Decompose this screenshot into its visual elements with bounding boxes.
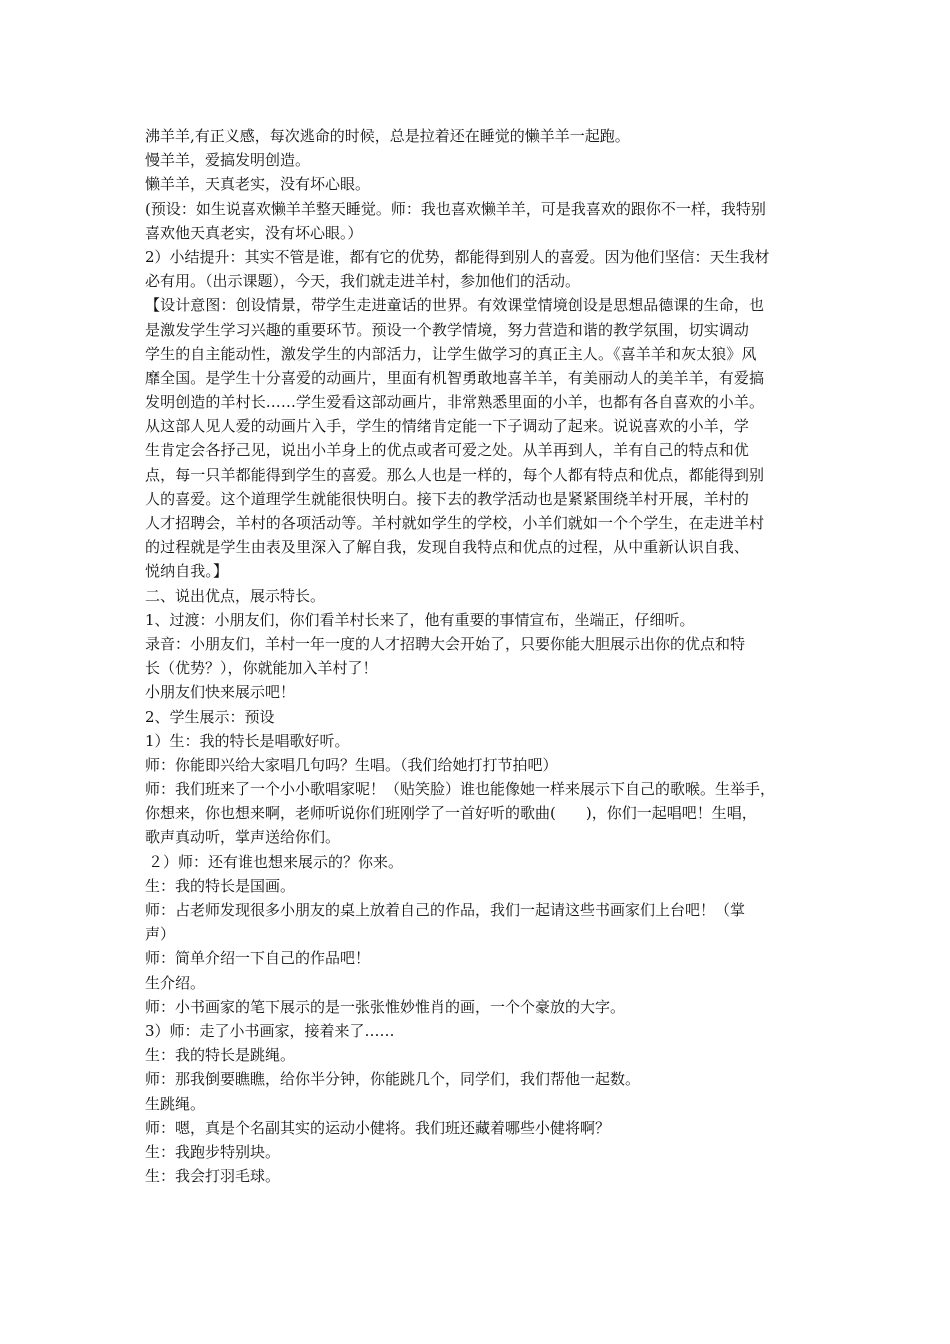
text-line: 1）生：我的特长是唱歌好听。	[145, 731, 350, 750]
text-line: 师：你能即兴给大家唱几句吗？生唱。（我们给她打打节拍吧）	[145, 755, 558, 774]
section-heading: 二、说出优点，展示特长。	[145, 586, 326, 605]
design-line: 是激发学生学习兴趣的重要环节。预设一个教学情境，努力营造和谐的教学氛围，切实调动	[145, 320, 750, 339]
design-line: 靡全国。是学生十分喜爱的动画片，里面有机智勇敢地喜羊羊，有美丽动人的美羊羊，有爱搞	[145, 368, 765, 387]
design-line: 【设计意图：创设情景，带学生走进童话的世界。有效课堂情境创设是思想品德课的生命，也	[145, 296, 765, 315]
text-line: 师：简单介绍一下自己的作品吧！	[145, 949, 371, 968]
design-line: 点，每一只羊都能得到学生的喜爱。那么人也是一样的，每个人都有特点和优点，都能得到别	[145, 465, 765, 484]
design-line: 从这部人见人爱的动画片入手，学生的情绪肯定能一下子调动了起来。说说喜欢的小羊，学	[145, 417, 750, 436]
design-line: 发明创造的羊村长……学生爱看这部动画片，非常熟悉里面的小羊，也都有各自喜欢的小羊。	[145, 393, 765, 412]
text-line: 懒羊羊，天真老实，没有坏心眼。	[145, 175, 371, 194]
text-line: 慢羊羊，爱搞发明创造。	[145, 151, 311, 170]
text-line: 生介绍。	[145, 973, 206, 992]
text-line: 你想来，你也想来啊，老师听说你们班刚学了一首好听的歌曲( )，你们一起唱吧！生唱，	[145, 804, 757, 823]
text-line: 歌声真动听，掌声送给你们。	[145, 828, 341, 847]
text-line: 师：我们班来了一个小小歌唱家呢！（贴笑脸）谁也能像她一样来展示下自己的歌喉。生举手，	[145, 780, 776, 799]
text-line: (预设：如生说喜欢懒羊羊整天睡觉。师：我也喜欢懒羊羊，可是我喜欢的跟你不一样，我特别	[145, 199, 766, 218]
text-line: 1、过渡：小朋友们，你们看羊村长来了，他有重要的事情宣布，坐端正，仔细听。	[145, 610, 695, 629]
design-intent-block	[145, 293, 817, 583]
design-line: 学生的自主能动性，激发学生的内部活力，让学生做学习的真正主人。《喜羊羊和灰太狼》风	[145, 344, 757, 363]
text-line: 2、学生展示：预设	[145, 707, 275, 726]
text-line: 2）小结提升：其实不管是谁，都有它的优势，都能得到别人的喜爱。因为他们坚信：天生我材	[145, 247, 770, 266]
showcase-section	[145, 584, 817, 1189]
design-line: 生肯定会各抒己见，说出小羊身上的优点或者可爱之处。从羊再到人，羊有自己的特点和优	[145, 441, 750, 460]
text-line: 生：我跑步特别块。	[145, 1142, 281, 1161]
design-line: 悦纳自我。】	[145, 562, 229, 581]
text-line: ２）师：还有谁也想来展示的？你来。	[148, 852, 404, 871]
text-line: 生：我的特长是跳绳。	[145, 1046, 296, 1065]
text-line: 师：小书画家的笔下展示的是一张张惟妙惟肖的画，一个个豪放的大字。	[145, 997, 626, 1016]
text-line: 沸羊羊,有正义感，每次逃命的时候，总是拉着还在睡觉的懒羊羊一起跑。	[145, 127, 630, 145]
text-line: 生跳绳。	[145, 1094, 206, 1113]
text-line: 喜欢他天真老实，没有坏心眼。）	[145, 223, 363, 242]
design-line: 人才招聘会，羊村的各项活动等。羊村就如学生的学校，小羊们就如一个个学生，在走进羊村	[145, 514, 765, 532]
text-line: 必有用。（出示课题），今天，我们就走进羊村，参加他们的活动。	[145, 272, 581, 291]
text-line: 3）师：走了小书画家，接着来了……	[145, 1021, 395, 1040]
text-line: 声）	[145, 925, 176, 944]
text-line: 小朋友们快来展示吧！	[145, 683, 296, 702]
text-line: 师：那我倒要瞧瞧，给你半分钟，你能跳几个，同学们，我们帮他一起数。	[145, 1070, 641, 1089]
text-line: 生：我会打羽毛球。	[145, 1167, 281, 1186]
text-line: 生：我的特长是国画。	[145, 876, 296, 895]
design-line: 人的喜爱。这个道理学生就能很快明白。接下去的教学活动也是紧紧围绕羊村开展，羊村的	[145, 489, 750, 508]
text-line: 录音：小朋友们，羊村一年一度的人才招聘大会开始了，只要你能大胆展示出你的优点和特	[145, 634, 746, 653]
document-body	[145, 124, 817, 1188]
text-line: 长（优势？），你就能加入羊村了！	[145, 659, 378, 678]
text-line: 师：占老师发现很多小朋友的桌上放着自己的作品，我们一起请这些书画家们上台吧！（掌	[145, 901, 746, 919]
text-line: 师：嗯，真是个名副其实的运动小健将。我们班还藏着哪些小健将啊？	[145, 1118, 611, 1137]
design-line: 的过程就是学生由表及里深入了解自我，发现自我特点和优点的过程，从中重新认识自我、	[145, 538, 750, 557]
intro-section	[145, 124, 817, 293]
